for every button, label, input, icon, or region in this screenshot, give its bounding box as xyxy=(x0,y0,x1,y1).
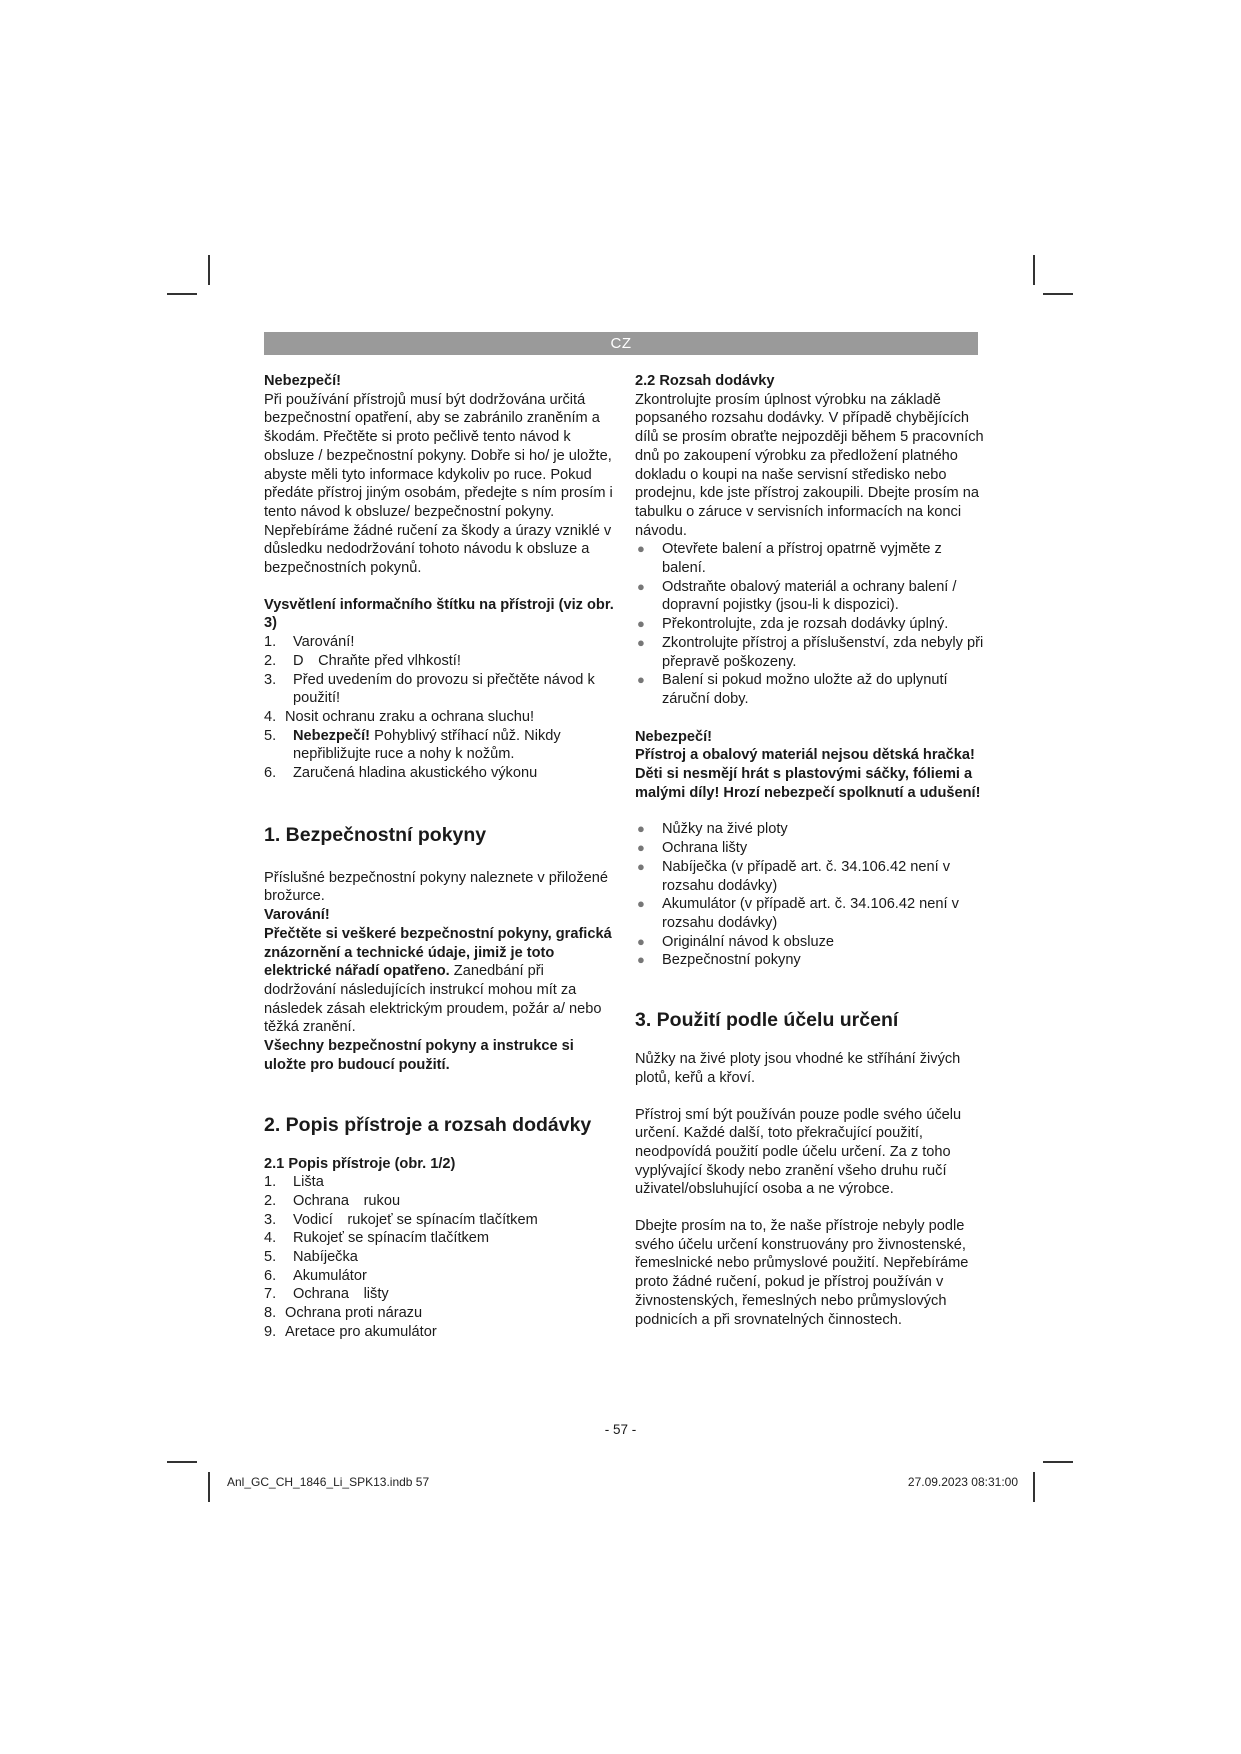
list-item: 6. Akumulátor xyxy=(264,1267,367,1284)
warning-title: Varování! xyxy=(264,907,330,924)
list-item: ● Ochrana lišty xyxy=(637,840,748,857)
section1-intro: Příslušné bezpečnostní pokyny naleznete v přiložené brožurce. xyxy=(264,869,608,905)
danger-text: Přístroj a obalový materiál nejsou dětská hračka! Děti si nesmějí hrát s plastovými sáčky, fóliemi a malými díly! Hrozí nebezpečí spolknutí a udušení! xyxy=(635,747,981,801)
list-item: 3. Vodicí rukojeť se spínacím tlačítkem xyxy=(264,1211,538,1228)
list-item: ● Překontrolujte, zda je rozsah dodávky úplný. xyxy=(637,616,949,633)
list-item: 9. Aretace pro akumulátor xyxy=(264,1323,437,1340)
crop-mark xyxy=(1033,1472,1035,1502)
list-item: ● Nabíječka (v případě art. č. 34.106.42 není v rozsahu dodávky) xyxy=(637,858,950,894)
list-item: ● Bezpečnostní pokyny xyxy=(637,952,801,969)
list-item: ● Otevřete balení a přístroj opatrně vyjměte z balení. xyxy=(637,541,942,577)
unpacking-steps-list xyxy=(635,540,985,708)
list-item: ● Nůžky na živé ploty xyxy=(637,821,788,838)
section-heading: 2. Popis přístroje a rozsah dodávky xyxy=(264,1113,592,1136)
list-item: 4. Nosit ochranu zraku a ochrana sluchu! xyxy=(264,708,535,725)
subsection-heading: 2.1 Popis přístroje (obr. 1/2) xyxy=(264,1155,456,1172)
left-column xyxy=(264,372,616,1342)
danger-text: Při používání přístrojů musí být dodržována určitá bezpečnostní opatření, aby se zabránilo zraněním a škodám. Přečtěte si proto pečlivě tento návod k obsluze / bezpečnostní pokyny. Dobře si ho/ je uložte, abyste měli tyto informace kdykoliv po ruce. Pokud předáte přístroj jiným osobám, předejte s ním prosím i tento návod k obsluze/ bezpečnostní pokyny. Nepřebíráme žádné ručení za škody a úrazy vzniklé v důsledku nedodržování tohoto návodu k obsluze a bezpečnostních pokynů. xyxy=(264,391,613,577)
section1-keep-note: Všechny bezpečnostní pokyny a instrukce si uložte pro budoucí použití. xyxy=(264,1038,574,1073)
list-item: 2. D Chraňte před vlhkostí! xyxy=(264,652,461,669)
print-timestamp: 27.09.2023 08:31:00 xyxy=(907,1475,1018,1489)
list-item: 5. Nebezpečí! Pohyblivý stříhací nůž. Nikdy nepřibližujte ruce a nohy k nožům. xyxy=(264,727,561,763)
list-item: 2. Ochrana rukou xyxy=(264,1192,401,1209)
crop-mark xyxy=(1033,255,1035,285)
right-column xyxy=(635,372,985,1329)
file-info: Anl_GC_CH_1846_Li_SPK13.indb 57 xyxy=(227,1475,430,1489)
list-item: ● Originální návod k obsluze xyxy=(637,933,834,950)
list-item: ● Zkontrolujte přístroj a příslušenství, zda nebyly při přepravě poškozeny. xyxy=(637,634,984,670)
crop-mark xyxy=(167,1461,197,1463)
list-item: ● Balení si pokud možno uložte až do uplynutí záruční doby. xyxy=(637,672,948,707)
section3-paragraph: Dbejte prosím na to, že naše přístroje nebyly podle svého účelu určení konstruovány pro živnostenské, řemeslnické nebo průmyslové použití. Nepřebíráme proto žádné ručení, pokud je přístroj používán v živnostenských, řemeslných nebo průmyslových podnicích a při srovnatelných činnostech. xyxy=(635,1218,969,1328)
delivery-items-list xyxy=(635,820,985,970)
label-explanation-title: Vysvětlení informačního štítku na přístroji (viz obr. 3) xyxy=(264,596,614,632)
language-header-bar: CZ xyxy=(264,332,978,355)
label-items-list xyxy=(264,633,616,783)
delivery-check-text: Zkontrolujte prosím úplnost výrobku na základě popsaného rozsahu dodávky. V případě chybějících dílů se prosím obraťte nejpozději během 5 pracovních dnů po zakoupení výrobku za předložení platného dokladu o koupi na naše servisní středisko nebo prodejnu, kde jste přístroj zakoupili. Dbejte prosím na tabulku o záruce v servisních informacích na konci návodu. xyxy=(635,391,984,539)
list-item: 5. Nabíječka xyxy=(264,1249,358,1266)
section1-warning: Přečtěte si veškeré bezpečnostní pokyny, grafická znázornění a technické údaje, jimiž je toto elektrické nářadí opatřeno. Zanedbání při dodržování následujících instrukcí mohou mít za následek zásah elektrickým proudem, požár a/ nebo těžká zranění. xyxy=(264,925,612,1036)
section-heading: 1. Bezpečnostní pokyny xyxy=(264,823,487,846)
crop-mark xyxy=(208,1472,210,1502)
list-item: ● Odstraňte obalový materiál a ochrany balení / dopravní pojistky (jsou-li k dispozici). xyxy=(637,578,957,614)
list-item: 8. Ochrana proti nárazu xyxy=(264,1305,423,1322)
parts-list xyxy=(264,1173,616,1341)
crop-mark xyxy=(167,293,197,295)
list-item: 7. Ochrana lišty xyxy=(264,1286,389,1303)
crop-mark xyxy=(1043,1461,1073,1463)
danger-title: Nebezpečí! xyxy=(264,373,342,389)
crop-mark xyxy=(208,255,210,285)
subsection-heading: 2.2 Rozsah dodávky xyxy=(635,373,775,389)
section-heading: 3. Použití podle účelu určení xyxy=(635,1009,899,1032)
list-item: 4. Rukojeť se spínacím tlačítkem xyxy=(264,1230,490,1247)
page-number: - 57 - xyxy=(604,1422,637,1437)
list-item: ● Akumulátor (v případě art. č. 34.106.42 není v rozsahu dodávky) xyxy=(637,896,959,931)
list-item: 1. Varování! xyxy=(264,634,355,651)
list-item: 3. Před uvedením do provozu si přečtěte návod k použití! xyxy=(264,671,595,707)
list-item: 1. Lišta xyxy=(264,1174,324,1191)
list-item: 6. Zaručená hladina akustického výkonu xyxy=(264,765,538,782)
crop-mark xyxy=(1043,293,1073,295)
section3-paragraph: Přístroj smí být používán pouze podle svého účelu určení. Každé další, toto překračující použití, neodpovídá použití podle účelu určení. Za z toho vyplývající škody nebo zranění všeho druhu ručí uživatel/obsluhující osoba a ne výrobce. xyxy=(635,1106,962,1198)
danger-title: Nebezpečí! xyxy=(635,728,713,745)
section3-paragraph: Nůžky na živé ploty jsou vhodné ke stříhání živých plotů, keřů a křoví. xyxy=(635,1051,961,1086)
